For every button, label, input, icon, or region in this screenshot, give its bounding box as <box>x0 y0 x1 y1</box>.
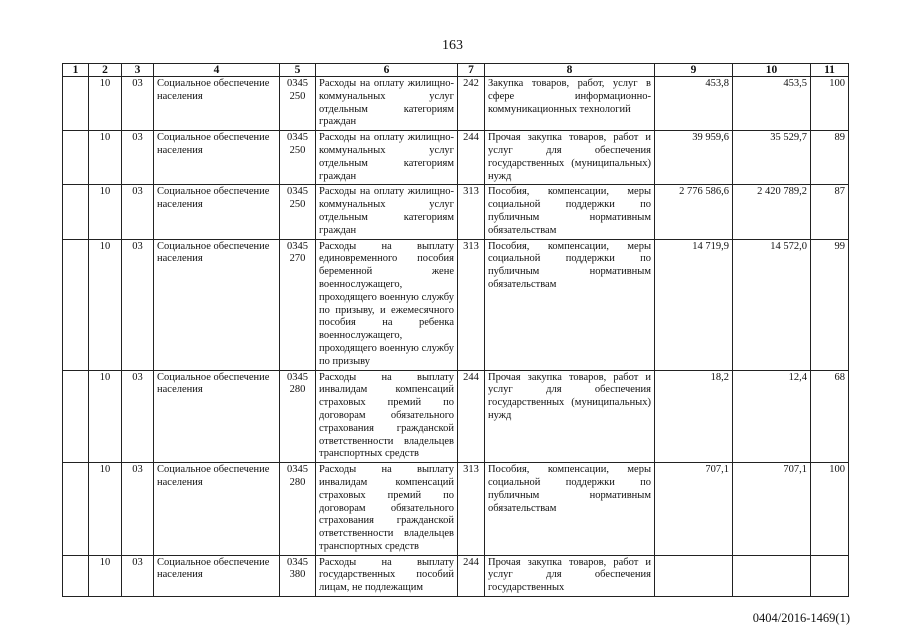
cell-section: 10 <box>89 185 122 239</box>
column-header: 2 <box>89 64 122 77</box>
cell-planned: 14 719,9 <box>655 239 733 370</box>
cell-index <box>63 239 89 370</box>
cell-expense-name: Расходы на оплату жилищно-коммунальных услуг отдельным категориям граждан <box>316 77 458 131</box>
cell-planned: 453,8 <box>655 77 733 131</box>
cell-index <box>63 77 89 131</box>
table-row <box>63 185 849 239</box>
cell-section-name: Социальное обеспечение населения <box>154 131 280 185</box>
cell-percent: 99 <box>811 239 849 370</box>
cell-actual: 453,5 <box>733 77 811 131</box>
cell-subsection: 03 <box>122 185 154 239</box>
cell-expense-name: Расходы на оплату жилищно-коммунальных услуг отдельным категориям граждан <box>316 131 458 185</box>
table-row <box>63 77 849 131</box>
cell-section: 10 <box>89 370 122 463</box>
cell-subsection: 03 <box>122 77 154 131</box>
cell-percent <box>811 555 849 596</box>
cell-planned: 39 959,6 <box>655 131 733 185</box>
cell-index <box>63 131 89 185</box>
cell-section-name: Социальное обеспечение населения <box>154 555 280 596</box>
cell-actual: 35 529,7 <box>733 131 811 185</box>
cell-index <box>63 370 89 463</box>
cell-index <box>63 185 89 239</box>
budget-table <box>62 63 849 597</box>
table-row <box>63 239 849 370</box>
cell-section-name: Социальное обеспечение населения <box>154 185 280 239</box>
cell-expense-type-name: Прочая закупка товаров, работ и услуг для обеспечения государственных (муниципальных) нужд <box>485 370 655 463</box>
cell-section-name: Социальное обеспечение населения <box>154 370 280 463</box>
cell-expense-type-name: Прочая закупка товаров, работ и услуг для обеспечения государственных (муниципальных) нужд <box>485 131 655 185</box>
table-row <box>63 463 849 556</box>
column-header: 7 <box>458 64 485 77</box>
cell-expense-name: Расходы на выплату инвалидам компенсаций страховых премий по договорам обязательного страхования гражданской ответственности владельцев транспортных средств <box>316 463 458 556</box>
cell-percent: 89 <box>811 131 849 185</box>
table-row <box>63 131 849 185</box>
column-header: 9 <box>655 64 733 77</box>
cell-percent: 68 <box>811 370 849 463</box>
cell-target-code: 0345 380 <box>280 555 316 596</box>
column-header: 10 <box>733 64 811 77</box>
cell-index <box>63 463 89 556</box>
cell-subsection: 03 <box>122 239 154 370</box>
cell-section: 10 <box>89 131 122 185</box>
cell-expense-name: Расходы на выплату инвалидам компенсаций страховых премий по договорам обязательного страхования гражданской ответственности владельцев транспортных средств <box>316 370 458 463</box>
column-header: 11 <box>811 64 849 77</box>
column-header: 1 <box>63 64 89 77</box>
column-header: 5 <box>280 64 316 77</box>
cell-index <box>63 555 89 596</box>
cell-expense-type: 313 <box>458 239 485 370</box>
cell-planned: 707,1 <box>655 463 733 556</box>
cell-percent: 100 <box>811 77 849 131</box>
cell-section: 10 <box>89 239 122 370</box>
cell-planned <box>655 555 733 596</box>
cell-subsection: 03 <box>122 131 154 185</box>
cell-expense-type: 313 <box>458 185 485 239</box>
table-row <box>63 370 849 463</box>
column-header: 4 <box>154 64 280 77</box>
column-header: 6 <box>316 64 458 77</box>
cell-expense-type: 313 <box>458 463 485 556</box>
cell-expense-type-name: Пособия, компенсации, меры социальной поддержки по публичным нормативным обязательствам <box>485 463 655 556</box>
cell-section-name: Социальное обеспечение населения <box>154 463 280 556</box>
cell-actual: 14 572,0 <box>733 239 811 370</box>
cell-actual: 707,1 <box>733 463 811 556</box>
cell-subsection: 03 <box>122 463 154 556</box>
cell-expense-type: 242 <box>458 77 485 131</box>
table-row <box>63 555 849 596</box>
cell-section: 10 <box>89 463 122 556</box>
cell-planned: 2 776 586,6 <box>655 185 733 239</box>
cell-planned: 18,2 <box>655 370 733 463</box>
cell-expense-type: 244 <box>458 370 485 463</box>
column-header: 8 <box>485 64 655 77</box>
cell-expense-type-name: Пособия, компенсации, меры социальной поддержки по публичным нормативным обязательствам <box>485 185 655 239</box>
cell-target-code: 0345 270 <box>280 239 316 370</box>
cell-expense-type: 244 <box>458 555 485 596</box>
cell-target-code: 0345 280 <box>280 463 316 556</box>
cell-expense-type-name: Закупка товаров, работ, услуг в сфере информационно-коммуникационных технологий <box>485 77 655 131</box>
cell-actual: 12,4 <box>733 370 811 463</box>
column-header: 3 <box>122 64 154 77</box>
cell-percent: 100 <box>811 463 849 556</box>
cell-target-code: 0345 250 <box>280 77 316 131</box>
cell-target-code: 0345 280 <box>280 370 316 463</box>
cell-expense-name: Расходы на выплату единовременного пособия беременной жене военнослужащего, проходящего военную службу по призыву, и ежемесячного пособия на ребенка военнослужащего, проходящего военную службу по призыву <box>316 239 458 370</box>
cell-expense-type-name: Прочая закупка товаров, работ и услуг для обеспечения государственных <box>485 555 655 596</box>
cell-target-code: 0345 250 <box>280 185 316 239</box>
cell-section: 10 <box>89 77 122 131</box>
cell-expense-type-name: Пособия, компенсации, меры социальной поддержки по публичным нормативным обязательствам <box>485 239 655 370</box>
cell-target-code: 0345 250 <box>280 131 316 185</box>
table-header-row <box>63 64 849 77</box>
cell-section-name: Социальное обеспечение населения <box>154 239 280 370</box>
cell-expense-name: Расходы на выплату государственных пособий лицам, не подлежащим <box>316 555 458 596</box>
cell-subsection: 03 <box>122 555 154 596</box>
cell-expense-type: 244 <box>458 131 485 185</box>
cell-expense-name: Расходы на оплату жилищно-коммунальных услуг отдельным категориям граждан <box>316 185 458 239</box>
page-number: 163 <box>442 38 463 53</box>
document-code: 0404/2016-1469(1) <box>752 611 850 625</box>
cell-section-name: Социальное обеспечение населения <box>154 77 280 131</box>
cell-percent: 87 <box>811 185 849 239</box>
cell-section: 10 <box>89 555 122 596</box>
cell-actual <box>733 555 811 596</box>
cell-actual: 2 420 789,2 <box>733 185 811 239</box>
cell-subsection: 03 <box>122 370 154 463</box>
